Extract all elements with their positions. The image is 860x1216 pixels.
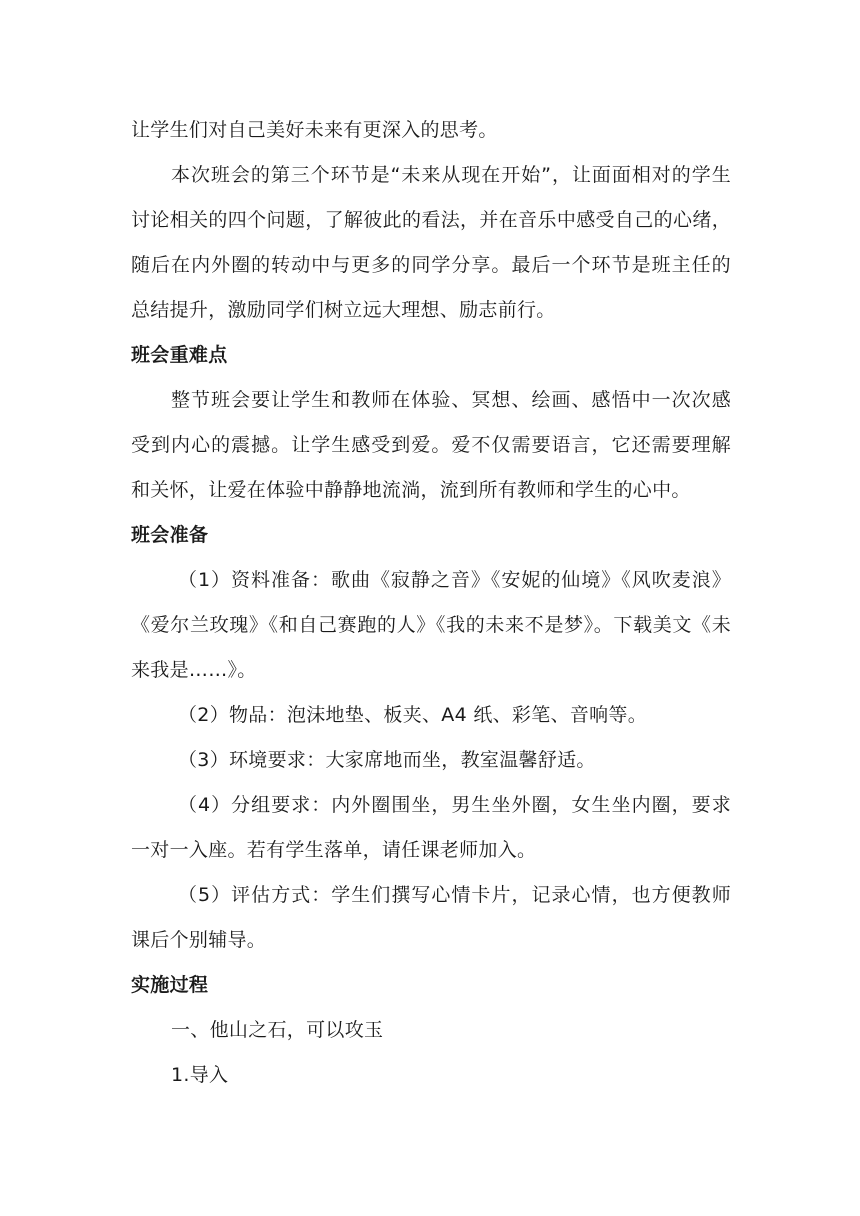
paragraph-line: 本次班会的第三个环节是“未来从现在开始”，让面面相对的学生 [171,164,731,186]
paragraph-line: 整节班会要让学生和教师在体验、冥想、绘画、感悟中一次次感 [171,389,731,411]
paragraph-line: 让学生们对自己美好未来有更深入的思考。 [131,119,498,141]
paragraph-line: 讨论相关的四个问题，了解彼此的看法，并在音乐中感受自己的心绪， [131,209,731,231]
list-item-line: 一对一入座。若有学生落单，请任课老师加入。 [131,839,537,861]
list-item-line: （1）资料准备：歌曲《寂静之音》《安妮的仙境》《风吹麦浪》 [178,569,731,591]
subsection-title: 一、他山之石，可以攻玉 [171,1019,384,1041]
document-body [131,108,731,1098]
list-item-line: （4）分组要求：内外圈围坐，男生坐外圈，女生坐内圈，要求 [178,794,731,816]
list-item-line: 来我是……》。 [131,659,257,681]
paragraph-line: 和关怀，让爱在体验中静静地流淌，流到所有教师和学生的心中。 [131,479,691,501]
section-heading: 班会准备 [131,524,209,546]
subsection-title: 1.导入 [171,1064,229,1086]
paragraph-line: 受到内心的震撼。让学生感受到爱。爱不仅需要语言，它还需要理解 [131,434,731,456]
list-item-line: 《爱尔兰玫瑰》《和自己赛跑的人》《我的未来不是梦》。下载美文《未 [131,614,731,636]
list-item-line: （3）环境要求：大家席地而坐，教室温馨舒适。 [178,749,596,771]
section-heading: 班会重难点 [131,344,228,366]
paragraph-line: 随后在内外圈的转动中与更多的同学分享。最后一个环节是班主任的 [131,254,731,276]
list-item-line: （5）评估方式：学生们撰写心情卡片，记录心情，也方便教师 [178,884,731,906]
section-heading: 实施过程 [131,974,209,996]
list-item-line: （2）物品：泡沫地垫、板夹、A4 纸、彩笔、音响等。 [178,704,648,726]
paragraph-line: 总结提升，激励同学们树立远大理想、励志前行。 [131,299,556,321]
list-item-line: 课后个别辅导。 [131,929,267,951]
